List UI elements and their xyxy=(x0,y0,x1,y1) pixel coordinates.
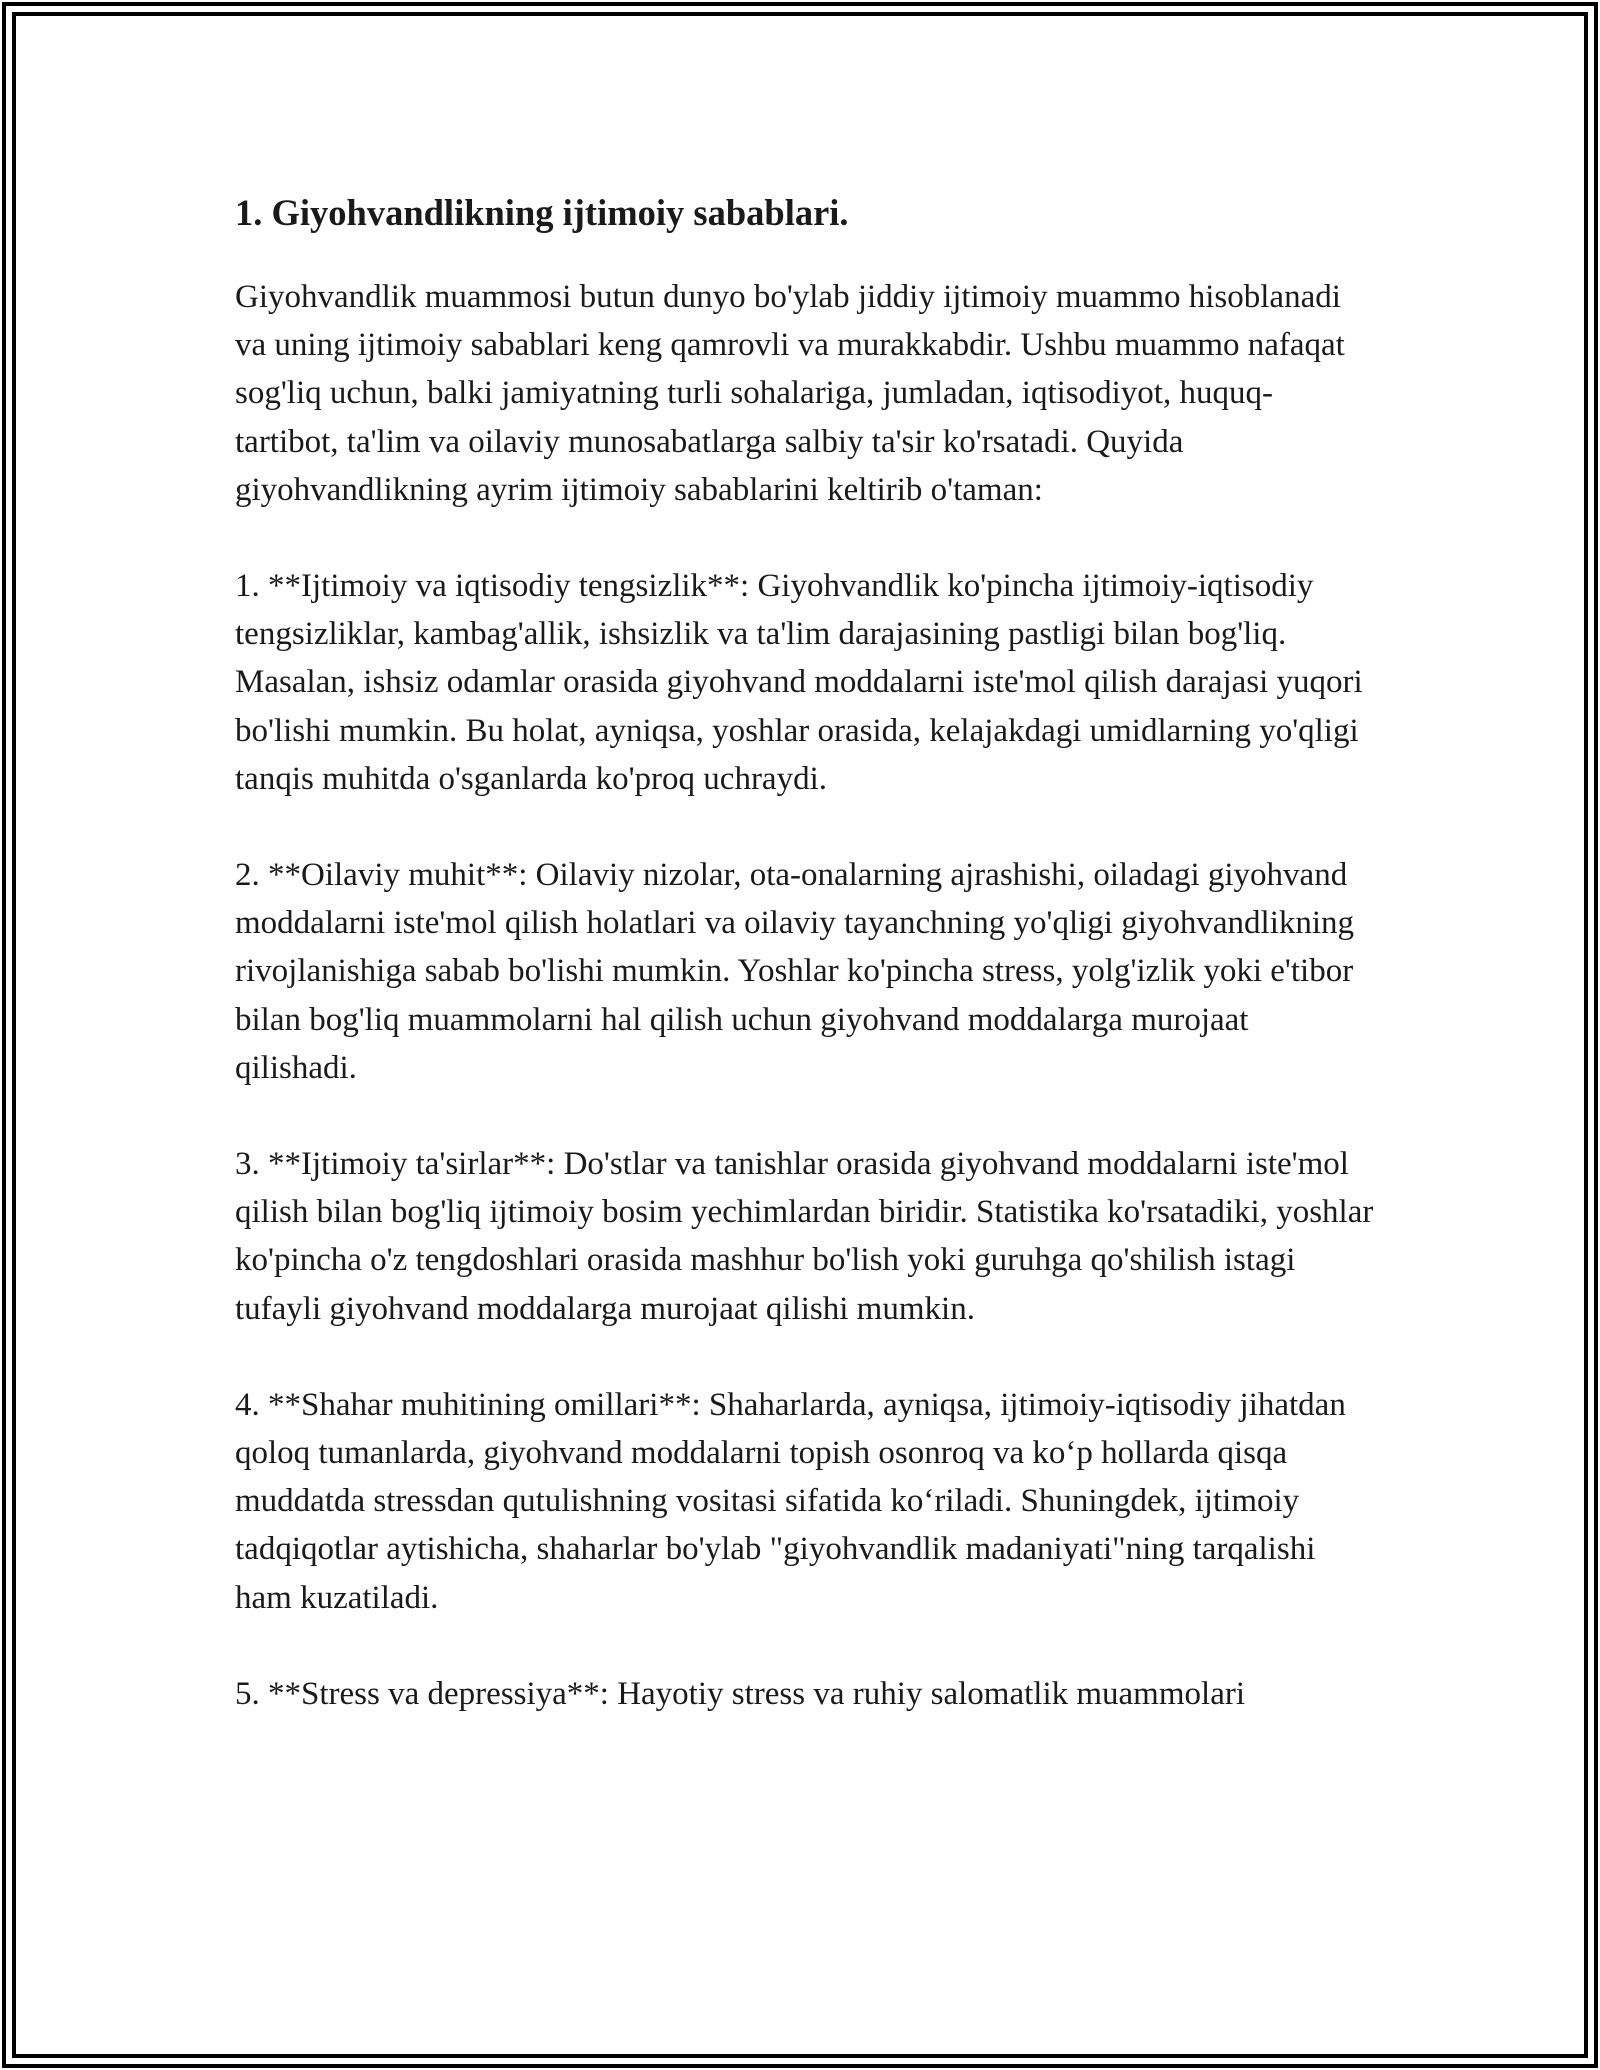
paragraph-urban-factors: 4. **Shahar muhitining omillari**: Shaharlarda, ayniqsa, ijtimoiy-iqtisodiy jihatdan qoloq tumanlarda, giyohvand moddalarni topish osonroq va ko‘p hollarda qisqa muddatda stressdan qutulishning vositasi sifatida ko‘riladi. Shuningdek, ijtimoiy tadqiqotlar aytishicha, shaharlar bo'ylab "giyohvandlik madaniyati"ning tarqalishi ham kuzatiladi. xyxy=(235,1386,1346,1616)
paragraph-stress: 5. **Stress va depressiya**: Hayotiy stress va ruhiy salomatlik muammolari xyxy=(235,1675,1245,1712)
paragraph-family: 2. **Oilaviy muhit**: Oilaviy nizolar, ota-onalarning ajrashishi, oiladagi giyohvand moddalarni iste'mol qilish holatlari va oilaviy tayanchning yo'qligi giyohvandlikning rivojlanishiga sabab bo'lishi mumkin. Yoshlar ko'pincha stress, yolg'izlik yoki e'tibor bilan bog'liq muammolarni hal qilish uchun giyohvand moddalarga murojaat qilishadi. xyxy=(235,857,1355,1086)
document-title: 1. Giyohvandlikning ijtimoiy sabablari. xyxy=(235,192,849,233)
paragraph-social-influence: 3. **Ijtimoiy ta'sirlar**: Do'stlar va tanishlar orasida giyohvand moddalarni iste'mol qilish bilan bog'liq ijtimoiy bosim yechimlardan biridir. Statistika ko'rsatadiki, yoshlar ko'pincha o'z tengdoshlari orasida mashhur bo'lish yoki guruhga qo'shilish istagi tufayli giyohvand moddalarga murojaat qilishi mumkin. xyxy=(235,1146,1374,1327)
paragraph-inequality: 1. **Ijtimoiy va iqtisodiy tengsizlik**: Giyohvandlik ko'pincha ijtimoiy-iqtisodiy tengsizliklar, kambag'allik, ishsizlik va ta'lim darajasining pastligi bilan bog'liq. Masalan, ishsiz odamlar orasida giyohvand moddalarni iste'mol qilish darajasi yuqori bo'lishi mumkin. Bu holat, ayniqsa, yoshlar orasida, kelajakdagi umidlarning yo'qligi tanqis muhitda o'sganlarda ko'proq uchraydi. xyxy=(235,568,1363,797)
document-body xyxy=(235,185,1375,1766)
intro-paragraph: Giyohvandlik muammosi butun dunyo bo'ylab jiddiy ijtimoiy muammo hisoblanadi va uning ijtimoiy sabablari keng qamrovli va murakkabdir. Ushbu muammo nafaqat sog'liq uchun, balki jamiyatning turli sohalariga, jumladan, iqtisodiyot, huquq-tartibot, ta'lim va oilaviy munosabatlarga salbiy ta'sir ko'rsatadi. Quyida giyohvandlikning ayrim ijtimoiy sabablarini keltirib o'taman: xyxy=(235,279,1345,508)
